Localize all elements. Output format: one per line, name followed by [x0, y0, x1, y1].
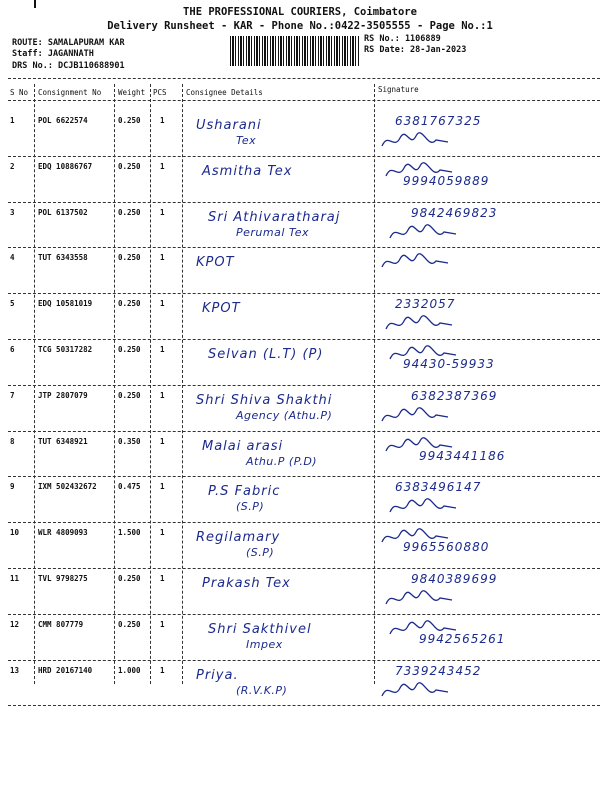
row-separator — [8, 476, 600, 477]
row-sno: 12 — [10, 619, 20, 629]
row-pcs: 1 — [160, 528, 165, 538]
row-sno: 7 — [10, 390, 15, 400]
row-pcs: 1 — [160, 207, 165, 217]
route-label: ROUTE: SAMALAPURAM KAR — [12, 38, 125, 48]
row-consignee-name: KPOT — [196, 255, 235, 271]
row-pcs: 1 — [160, 619, 165, 629]
row-signature-phone: 2332057 — [395, 297, 456, 312]
barcode — [230, 36, 360, 66]
row-sno: 4 — [10, 253, 15, 263]
row-signature-phone: 9840389699 — [411, 572, 498, 586]
row-consignee-name: Regilamary — [196, 530, 281, 546]
row-weight: 0.250 — [118, 253, 141, 263]
row-separator — [8, 339, 600, 340]
row-weight: 1.000 — [118, 665, 141, 675]
row-signature-scribble — [384, 160, 454, 182]
header-rule-bottom — [8, 100, 600, 101]
row-signature-phone: 9942565261 — [419, 631, 506, 646]
header-rule-top — [8, 78, 600, 79]
row-weight: 0.250 — [118, 161, 141, 171]
row-weight: 0.250 — [118, 619, 141, 629]
row-consignment-no: JTP 2807079 — [38, 390, 88, 400]
row-signature-scribble — [380, 526, 450, 548]
row-sno: 6 — [10, 345, 15, 354]
row-consignment-no: TUT 6348921 — [38, 436, 88, 446]
col-consignee: Consignee Details — [186, 88, 263, 97]
row-signature-phone: 7339243452 — [395, 663, 482, 678]
row-consignee-detail: Athu.P (P.D) — [246, 454, 318, 468]
row-consignee-name: P.S Fabric — [208, 484, 281, 500]
row-signature-phone: 9842469823 — [411, 205, 498, 220]
row-pcs: 1 — [160, 390, 165, 400]
row-sno: 2 — [10, 161, 15, 171]
row-pcs: 1 — [160, 253, 165, 263]
row-weight: 0.250 — [118, 299, 141, 309]
row-sno: 5 — [10, 299, 15, 309]
col-weight: Weight — [118, 88, 146, 97]
row-signature-phone: 9994059889 — [403, 173, 490, 188]
row-consignee-name: Sri Athivaratharaj — [208, 209, 341, 225]
row-consignee-detail: Tex — [236, 134, 257, 147]
row-consignment-no: HRD 20167140 — [38, 665, 93, 675]
row-signature-phone: 94430-59933 — [403, 357, 495, 371]
row-separator — [8, 202, 600, 203]
row-weight: 0.475 — [118, 482, 141, 492]
row-signature-scribble — [388, 222, 458, 244]
row-sno: 1 — [10, 116, 15, 125]
row-weight: 0.250 — [118, 574, 141, 583]
col-pcs: PCS — [153, 88, 167, 97]
row-signature-scribble — [384, 313, 454, 335]
drs-number: DRS No.: DCJB110688901 — [12, 61, 125, 71]
row-weight: 0.350 — [118, 436, 141, 446]
row-consignee-name: Priya. — [196, 667, 239, 683]
row-consignee-detail: (S.P) — [246, 546, 275, 560]
row-consignee-detail: (S.P) — [236, 500, 265, 514]
document-subtitle: Delivery Runsheet - KAR - Phone No.:0422-3505555 - Page No.:1 — [107, 20, 493, 32]
row-consignee-name: Shri Shiva Shakthi — [196, 392, 333, 408]
row-signature-scribble — [388, 343, 458, 365]
row-consignee-detail: Agency (Athu.P) — [236, 408, 333, 422]
row-signature-scribble — [384, 588, 454, 610]
row-consignee-name: Usharani — [196, 118, 262, 133]
row-signature-phone: 9965560880 — [403, 540, 490, 555]
row-signature-scribble — [388, 496, 458, 518]
row-pcs: 1 — [160, 345, 165, 354]
row-sno: 13 — [10, 665, 20, 675]
row-signature-scribble — [380, 251, 450, 273]
col-signature: Signature — [378, 85, 419, 94]
row-signature-phone: 6382387369 — [411, 388, 498, 403]
row-signature-scribble — [380, 130, 450, 152]
row-sno: 11 — [10, 574, 20, 583]
row-consignment-no: TCG 50317282 — [38, 345, 93, 354]
row-signature-phone: 9943441186 — [419, 448, 506, 463]
row-separator — [8, 568, 600, 569]
col-sno: S No — [10, 88, 29, 97]
row-signature-scribble — [384, 435, 454, 457]
row-weight: 0.250 — [118, 390, 141, 400]
rs-date: RS Date: 28-Jan-2023 — [364, 45, 467, 55]
row-consignee-detail: (R.V.K.P) — [236, 683, 288, 697]
row-consignment-no: POL 6137502 — [38, 207, 88, 217]
rs-number: RS No.: 1106889 — [364, 34, 441, 44]
row-consignee-name: Selvan (L.T) (P) — [208, 347, 324, 362]
row-signature-scribble — [380, 680, 450, 702]
row-consignment-no: CMM 807779 — [38, 619, 84, 629]
row-consignment-no: POL 6622574 — [38, 116, 88, 125]
row-separator — [8, 614, 600, 615]
row-consignment-no: TVL 9798275 — [38, 574, 88, 583]
row-pcs: 1 — [160, 299, 165, 309]
row-consignee-name: Asmitha Tex — [202, 163, 293, 179]
row-consignment-no: WLR 4809093 — [38, 528, 88, 538]
row-separator — [8, 431, 600, 432]
staff-label: Staff: JAGANNATH — [12, 49, 94, 59]
row-sno: 8 — [10, 436, 15, 446]
row-signature-scribble — [388, 618, 458, 640]
row-pcs: 1 — [160, 436, 165, 446]
row-consignee-detail: Impex — [246, 637, 283, 651]
row-pcs: 1 — [160, 665, 165, 675]
row-sno: 10 — [10, 528, 20, 538]
row-sno: 9 — [10, 482, 15, 492]
row-signature-phone: 6381767325 — [395, 114, 482, 128]
row-consignee-name: Shri Sakthivel — [208, 621, 312, 637]
row-separator — [8, 385, 600, 386]
row-weight: 0.250 — [118, 207, 141, 217]
row-pcs: 1 — [160, 482, 165, 492]
row-separator — [8, 247, 600, 248]
row-consignment-no: EDQ 10886767 — [38, 161, 93, 171]
document-title: THE PROFESSIONAL COURIERS, Coimbatore — [183, 6, 417, 18]
row-consignment-no: TUT 6343558 — [38, 253, 88, 263]
row-separator — [8, 660, 600, 661]
row-pcs: 1 — [160, 161, 165, 171]
row-signature-phone: 6383496147 — [395, 480, 482, 495]
row-consignee-name: Malai arasi — [202, 438, 284, 454]
row-weight: 1.500 — [118, 528, 141, 538]
row-signature-scribble — [380, 405, 450, 427]
row-consignment-no: IXM 502432672 — [38, 482, 97, 492]
row-weight: 0.250 — [118, 345, 141, 354]
row-consignee-name: KPOT — [202, 301, 241, 317]
col-consignment: Consignment No — [38, 88, 102, 97]
row-consignee-detail: Perumal Tex — [236, 225, 310, 239]
row-consignee-name: Prakash Tex — [202, 576, 291, 591]
row-sno: 3 — [10, 207, 15, 217]
row-weight: 0.250 — [118, 116, 141, 125]
row-pcs: 1 — [160, 574, 165, 583]
row-consignment-no: EDQ 10581019 — [38, 299, 93, 309]
row-separator — [8, 705, 600, 706]
row-pcs: 1 — [160, 116, 165, 125]
row-separator — [8, 293, 600, 294]
row-separator — [8, 156, 600, 157]
row-separator — [8, 522, 600, 523]
